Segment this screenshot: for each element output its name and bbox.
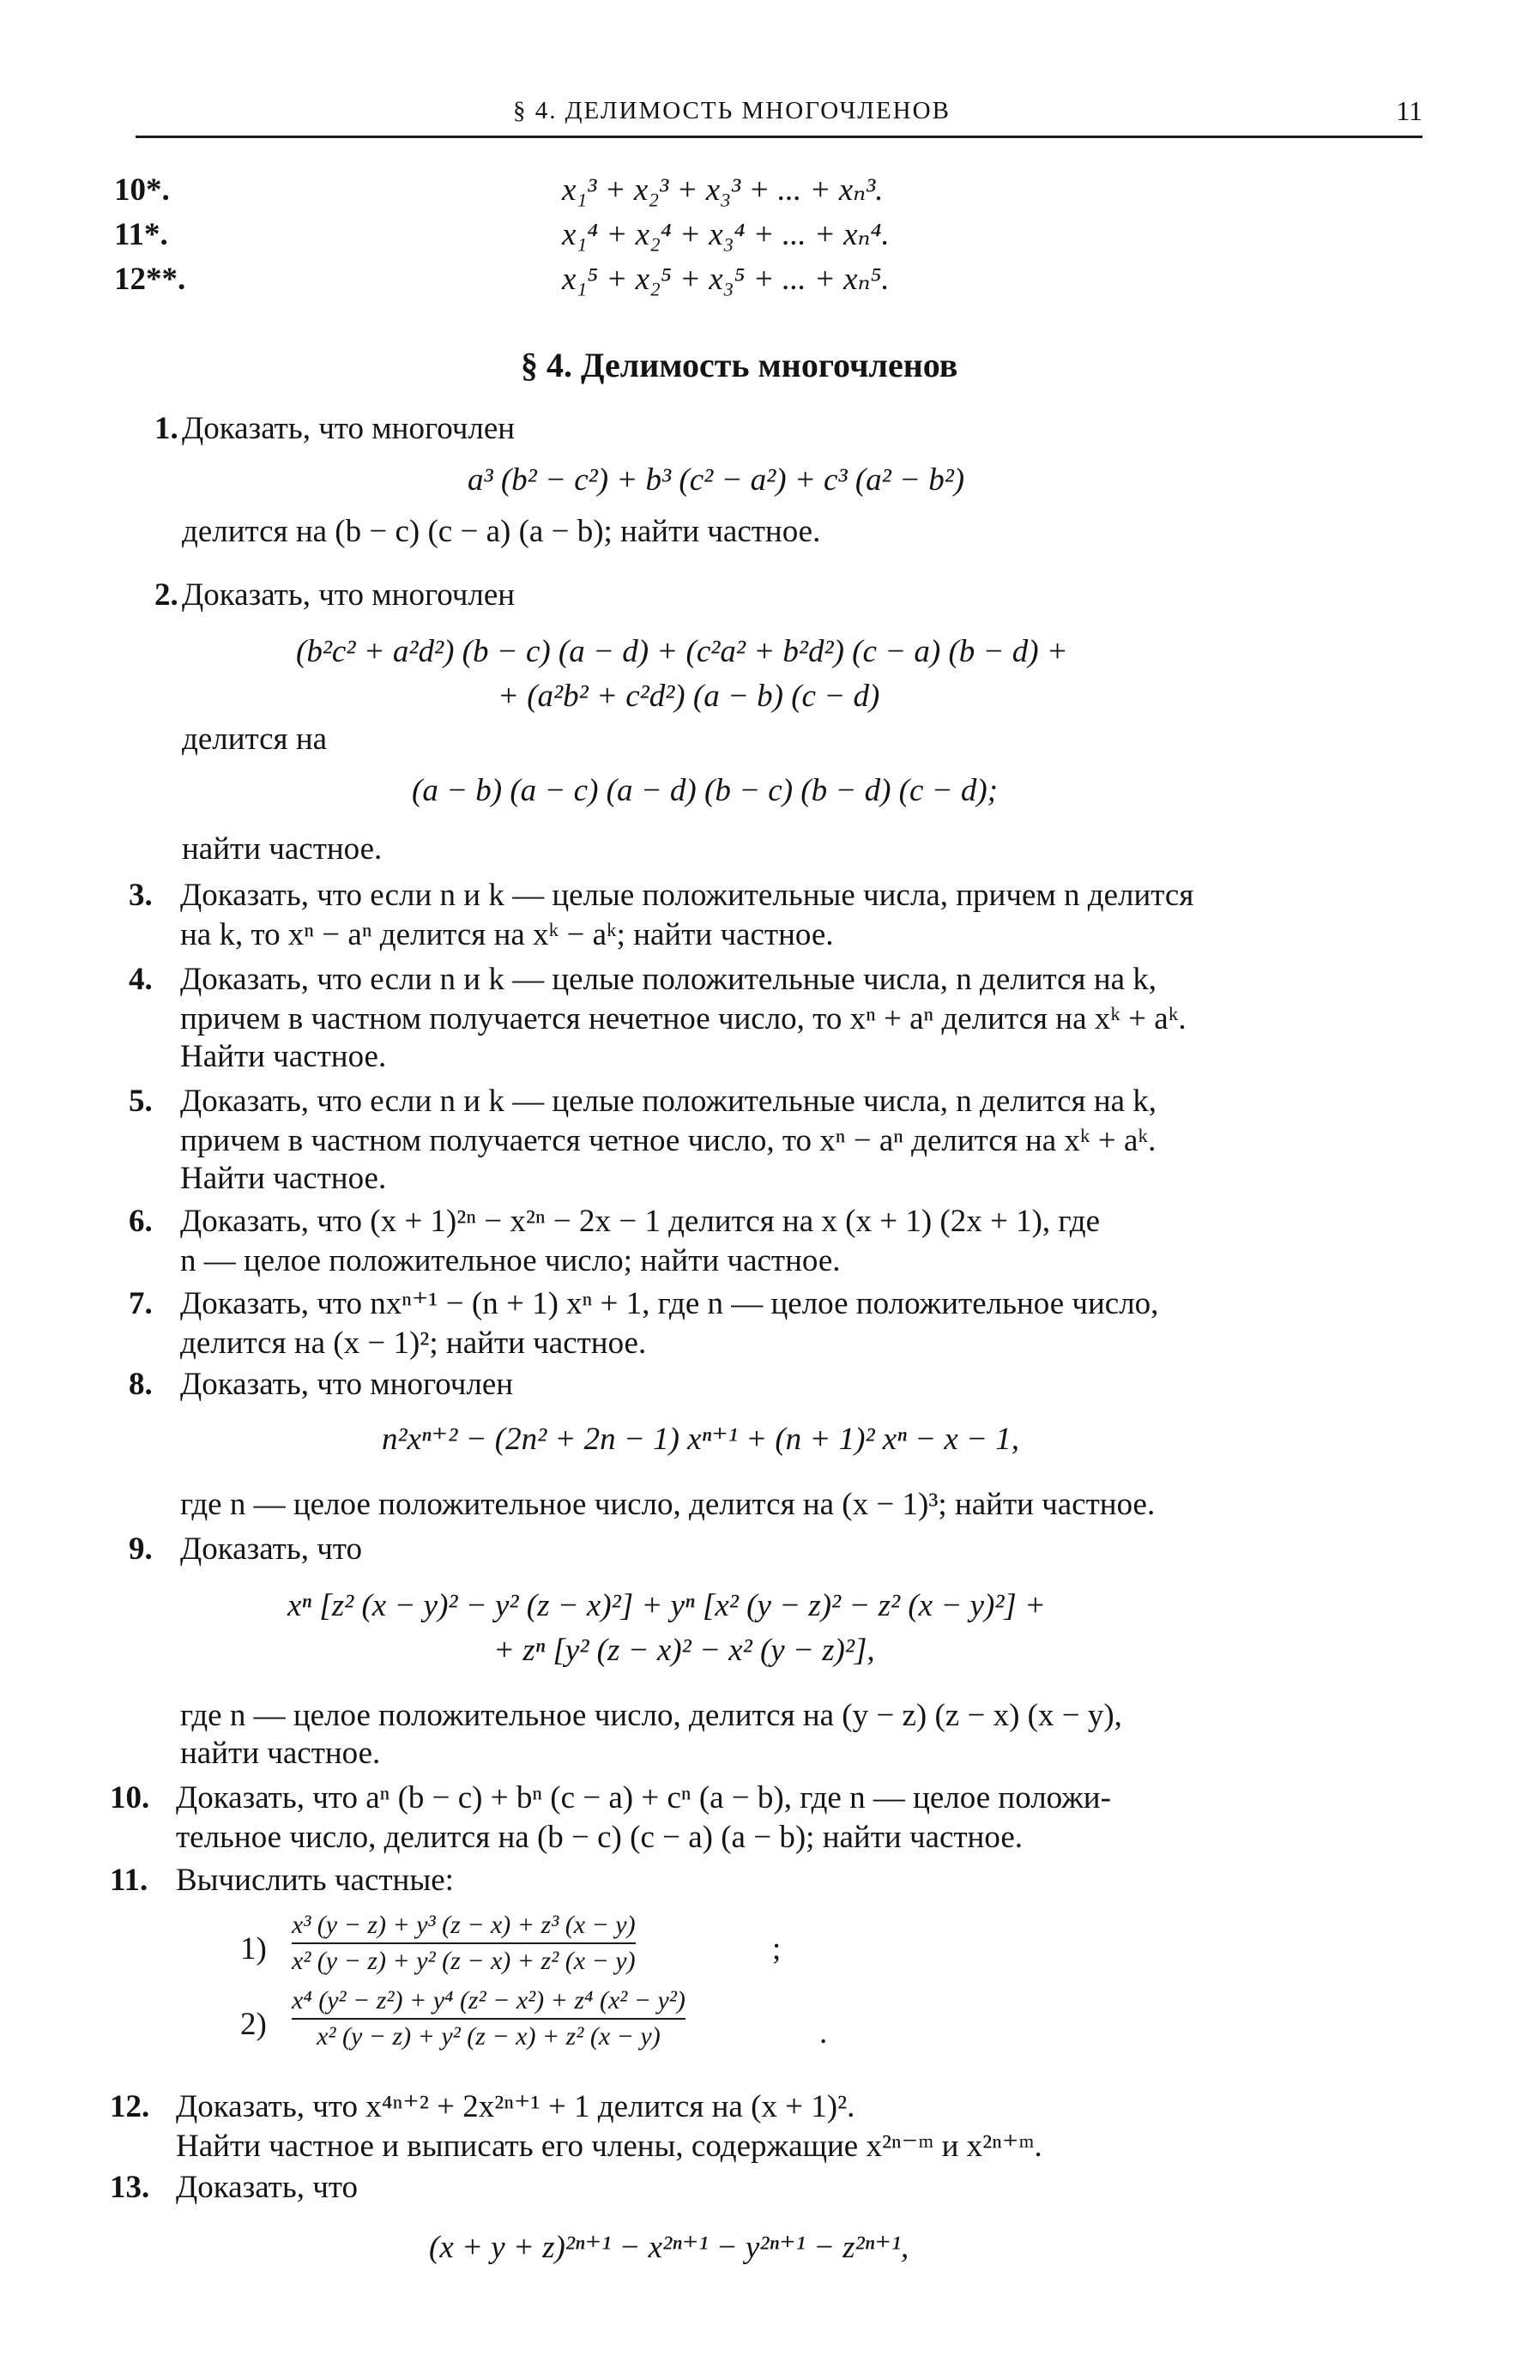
prev-item-formula: x₁⁵ + x₂⁵ + x₃⁵ + ... + xₙ⁵. [562, 262, 890, 297]
running-head: § 4. ДЕЛИМОСТЬ МНОГОЧЛЕНОВ [513, 97, 951, 124]
problem-text: делится на (b − c) (c − a) (a − b); найти частное. [182, 514, 821, 549]
section-title: § 4. Делимость многочленов [521, 346, 958, 384]
fraction-end: . [819, 2015, 828, 2051]
page-number: 11 [1396, 95, 1422, 126]
problem-text: Вычислить частные: [176, 1863, 454, 1898]
problem-text: тельное число, делится на (b − c) (c − a) (a − b); найти частное. [176, 1820, 1023, 1855]
prev-item-formula: x₁³ + x₂³ + x₃³ + ... + xₙ³. [562, 172, 884, 208]
problem-formula: (b²c² + a²d²) (b − c) (a − d) + (c²a² + b²d²) (c − a) (b − d) + [296, 634, 1068, 669]
problem-number: 10. [110, 1780, 150, 1815]
problem-text: n — целое положительное число; найти частное. [180, 1243, 841, 1278]
problem-text: Доказать, что если n и k — целые положительные числа, n делится на k, [180, 1084, 1157, 1119]
problem-text: найти частное. [180, 1736, 381, 1771]
problem-text: Найти частное. [180, 1039, 387, 1074]
problem-text: Доказать, что многочлен [180, 1367, 514, 1402]
problem-formula: (a − b) (a − c) (a − d) (b − c) (b − d) (c − d); [412, 773, 999, 808]
problem-text: Найти частное и выписать его члены, содержащие x²ⁿ⁻ᵐ и x²ⁿ⁺ᵐ. [176, 2129, 1042, 2164]
problem-formula: + (a²b² + c²d²) (a − b) (c − d) [498, 679, 880, 714]
problem-number: 11. [110, 1863, 148, 1898]
prev-item-label: 10*. [114, 172, 170, 208]
problem-text: Доказать, что многочлен [182, 411, 516, 446]
problem-number: 9. [129, 1531, 153, 1567]
problem-text: делится на [182, 722, 328, 757]
problem-text: делится на (x − 1)²; найти частное. [180, 1326, 647, 1361]
problem-text: где n — целое положительное число, делится на (y − z) (z − x) (x − y), [180, 1698, 1122, 1733]
problem-number: 4. [129, 962, 153, 997]
problem-text: Доказать, что x⁴ⁿ⁺² + 2x²ⁿ⁺¹ + 1 делится на (x + 1)². [176, 2089, 855, 2124]
problem-number: 2. [154, 577, 178, 613]
problem-text: Доказать, что (x + 1)²ⁿ − x²ⁿ − 2x − 1 делится на x (x + 1) (2x + 1), где [180, 1204, 1100, 1239]
fraction-label: 2) [240, 2007, 267, 2042]
problem-text: Доказать, что если n и k — целые положительные числа, n делится на k, [180, 962, 1157, 997]
problem-number: 3. [129, 878, 153, 913]
fraction-end: ; [772, 1931, 782, 1966]
fraction-numerator: x⁴ (y² − z²) + y⁴ (z² − x²) + z⁴ (x² − y²) [292, 1986, 685, 2015]
problem-number: 12. [110, 2089, 150, 2124]
problem-text: Доказать, что [176, 2170, 358, 2205]
fraction-label: 1) [240, 1931, 267, 1966]
problem-number: 8. [129, 1367, 153, 1402]
problem-text: Доказать, что aⁿ (b − c) + bⁿ (c − a) + cⁿ (a − b), где n — целое положи- [176, 1780, 1111, 1815]
problem-number: 7. [129, 1286, 153, 1321]
problem-formula: (x + y + z)²ⁿ⁺¹ − x²ⁿ⁺¹ − y²ⁿ⁺¹ − z²ⁿ⁺¹, [429, 2230, 909, 2265]
fraction-bar [292, 2018, 685, 2020]
prev-item-formula: x₁⁴ + x₂⁴ + x₃⁴ + ... + xₙ⁴. [562, 217, 890, 252]
fraction-denominator: x² (y − z) + y² (z − x) + z² (x − y) [317, 2022, 661, 2051]
page-header [136, 91, 1422, 138]
problem-text: Доказать, что многочлен [182, 577, 516, 613]
problem-formula: xⁿ [z² (x − y)² − y² (z − x)²] + yⁿ [x² (y − z)² − z² (x − y)²] + [287, 1588, 1047, 1623]
problem-number: 6. [129, 1204, 153, 1239]
problem-number: 5. [129, 1084, 153, 1119]
fraction-denominator: x² (y − z) + y² (z − x) + z² (x − y) [292, 1947, 636, 1975]
problem-text: Доказать, что [180, 1531, 362, 1567]
fraction-numerator: x³ (y − z) + y³ (z − x) + z³ (x − y) [292, 1911, 636, 1939]
fraction-bar [292, 1942, 636, 1944]
problem-text: Доказать, что если n и k — целые положительные числа, причем n делится [180, 878, 1194, 913]
problem-formula: n²xⁿ⁺² − (2n² + 2n − 1) xⁿ⁺¹ + (n + 1)² xⁿ − x − 1, [382, 1422, 1019, 1457]
problem-formula: + zⁿ [y² (z − x)² − x² (y − z)²], [493, 1633, 875, 1668]
problem-text: Доказать, что nxⁿ⁺¹ − (n + 1) xⁿ + 1, где n — целое положительное число, [180, 1286, 1159, 1321]
prev-item-label: 12**. [114, 262, 186, 297]
problem-number: 13. [110, 2170, 150, 2205]
problem-text: найти частное. [182, 831, 383, 867]
fraction-1 [292, 1910, 636, 1977]
problem-number: 1. [154, 411, 178, 446]
problem-text: где n — целое положительное число, делится на (x − 1)³; найти частное. [180, 1487, 1156, 1522]
problem-formula: a³ (b² − c²) + b³ (c² − a²) + c³ (a² − b²) [468, 462, 965, 498]
problem-text: Найти частное. [180, 1161, 387, 1196]
fraction-2 [292, 1985, 685, 2052]
problem-text: причем в частном получается нечетное число, то xⁿ + aⁿ делится на xᵏ + aᵏ. [180, 1001, 1187, 1036]
problem-text: на k, то xⁿ − aⁿ делится на xᵏ − aᵏ; найти частное. [180, 917, 834, 952]
problem-text: причем в частном получается четное число, то xⁿ − aⁿ делится на xᵏ + aᵏ. [180, 1123, 1157, 1158]
prev-item-label: 11*. [114, 217, 168, 252]
